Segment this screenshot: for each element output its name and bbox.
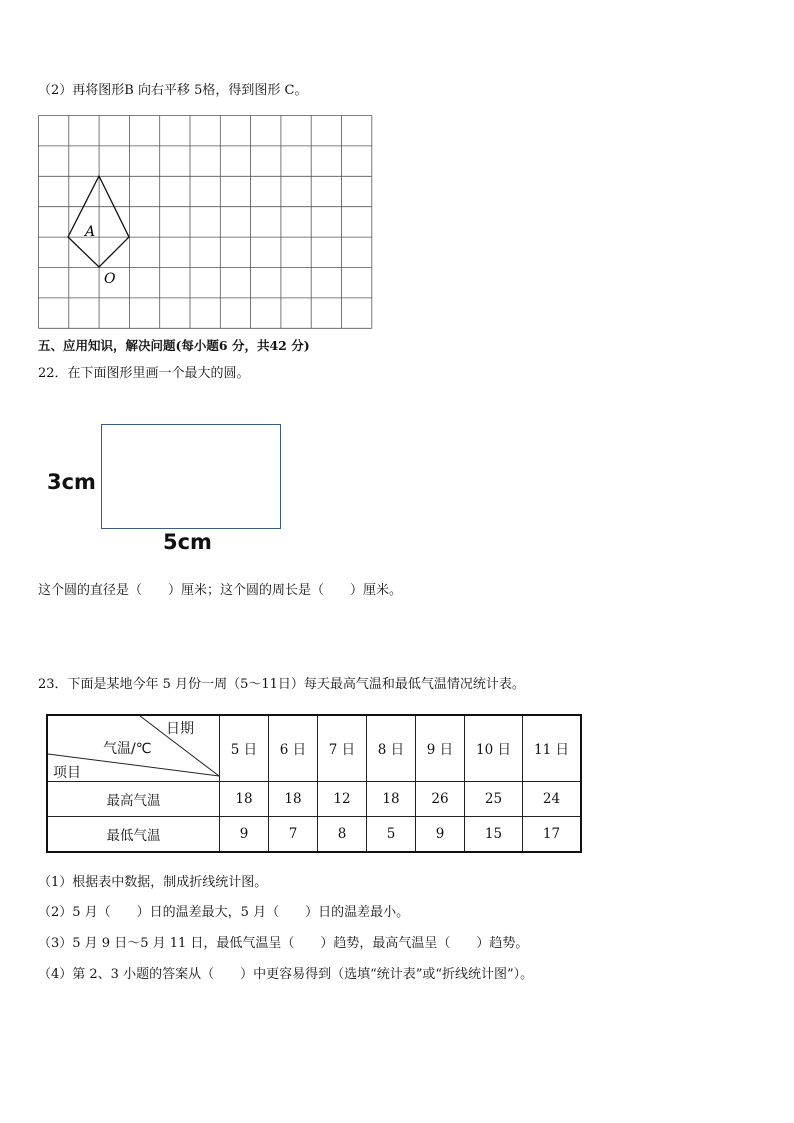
date-cell: 10 日	[465, 715, 523, 781]
value-cell: 9	[416, 816, 465, 852]
date-cell: 11 日	[523, 715, 582, 781]
grid-figure	[38, 115, 373, 329]
value-cell: 18	[220, 781, 269, 816]
subquestion-1: （1）根据表中数据，制成折线统计图。	[38, 875, 268, 890]
row-label: 最低气温	[47, 816, 220, 852]
value-cell: 7	[269, 816, 318, 852]
label-a: A	[85, 224, 96, 240]
date-cell: 6 日	[269, 715, 318, 781]
height-label: 3cm	[47, 470, 96, 494]
width-label: 5cm	[163, 530, 212, 554]
answer-line-22: 这个圆的直径是（ ）厘米；这个圆的周长是（ ）厘米。	[38, 583, 403, 598]
value-cell: 18	[367, 781, 416, 816]
value-cell: 9	[220, 816, 269, 852]
subquestion-2: （2）5 月（ ）日的温差最大，5 月（ ）日的温差最小。	[38, 905, 410, 920]
value-cell: 17	[523, 816, 582, 852]
value-cell: 15	[465, 816, 523, 852]
value-cell: 24	[523, 781, 582, 816]
value-cell: 8	[318, 816, 367, 852]
table-row	[47, 816, 581, 852]
header-date: 日期	[166, 721, 194, 737]
value-cell: 26	[416, 781, 465, 816]
label-o: O	[104, 271, 116, 287]
subquestion-3: （3）5 月 9 日～5 月 11 日，最低气温呈（ ）趋势，最高气温呈（ ）趋势。	[38, 936, 529, 951]
date-cell: 8 日	[367, 715, 416, 781]
question-22: 22．在下面图形里画一个最大的圆。	[38, 366, 250, 381]
value-cell: 25	[465, 781, 523, 816]
value-cell: 5	[367, 816, 416, 852]
table-row	[47, 781, 581, 816]
header-temp: 气温/℃	[103, 741, 152, 757]
question-part-2: （2）再将图形B 向右平移 5格，得到图形 C。	[38, 83, 308, 98]
date-cell: 5 日	[220, 715, 269, 781]
rectangle-figure	[101, 424, 281, 529]
date-cell: 7 日	[318, 715, 367, 781]
kite-shape-a	[68, 176, 129, 267]
header-item: 项目	[53, 765, 81, 781]
subquestion-4: （4）第 2、3 小题的答案从（ ）中更容易得到（选填“统计表”或“折线统计图”）。	[38, 967, 534, 982]
date-cell: 9 日	[416, 715, 465, 781]
value-cell: 12	[318, 781, 367, 816]
row-label: 最高气温	[47, 781, 220, 816]
question-23: 23．下面是某地今年 5 月份一周（5～11日）每天最高气温和最低气温情况统计表。	[38, 677, 525, 692]
table-header-diagonal	[47, 715, 220, 781]
section-heading: 五、应用知识，解决问题(每小题6 分，共42 分)	[38, 338, 310, 353]
temperature-table	[46, 714, 582, 853]
value-cell: 18	[269, 781, 318, 816]
